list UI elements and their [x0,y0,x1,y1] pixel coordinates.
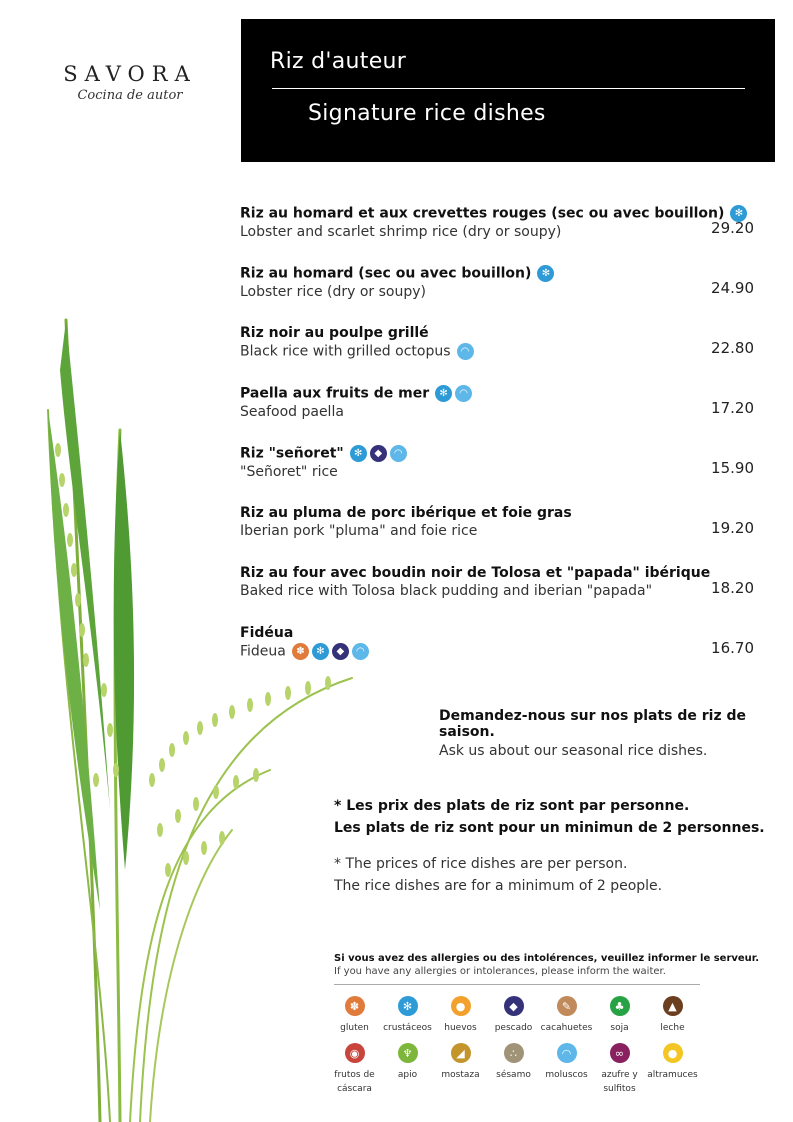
crab-icon: ✻ [435,385,452,402]
crab-icon: ✻ [350,445,367,462]
brand-tagline: Cocina de autor [77,88,183,103]
allergen-label: leche [660,1023,685,1033]
allergen-legend-item [540,996,593,1035]
sesame-icon: ∴ [504,1043,524,1063]
price-note-fr [334,795,765,839]
dish-name-fr-text: Riz noir au poulpe grillé [240,325,429,341]
allergen-legend-item [381,1043,434,1096]
rice-plant-illustration [0,310,360,1122]
allergen-label: mostaza [441,1070,480,1080]
allergen-legend [328,996,708,1096]
allergen-legend-item [646,996,699,1035]
dish-name-en: Iberian pork "pluma" and foie rice [240,523,478,539]
dish-price: 15.90 [711,459,754,477]
peanut-icon: ✎ [557,996,577,1016]
dish-name-fr [240,205,755,222]
dish-item [240,205,755,265]
dish-price: 29.20 [711,219,754,237]
allergen-label: frutos de cáscara [334,1070,375,1094]
fish-icon: ◆ [504,996,524,1016]
dish-name-fr-text: Riz au homard et aux crevettes rouges (sec ou avec bouillon) [240,205,725,222]
allergen-icons [537,265,554,282]
section-header [241,19,775,162]
brand-logo [55,62,205,103]
dish-price: 18.20 [711,579,754,597]
allergen-legend-item [487,1043,540,1096]
price-note-fr-line1: * Les prix des plats de riz sont par personne. [334,798,690,814]
allergen-legend-item [646,1043,699,1096]
price-note-en [334,853,662,897]
allergy-divider [334,984,700,985]
dish-name-fr [240,265,755,282]
allergen-icons [457,343,474,360]
fish-icon: ◆ [332,643,349,660]
allergy-subtitle: If you have any allergies or intolerances, please inform the waiter. [334,966,666,977]
price-note-en-line1: * The prices of rice dishes are per person. [334,856,628,872]
allergen-legend-item [593,1043,646,1096]
allergen-label: altramuces [647,1070,698,1080]
allergen-label: sésamo [496,1070,531,1080]
header-divider [272,88,745,89]
dish-name-en: "Señoret" rice [240,464,338,480]
dish-name-en: Seafood paella [240,404,344,420]
allergen-label: soja [610,1023,629,1033]
crab-icon: ✻ [730,205,747,222]
milk-icon: ▲ [663,996,683,1016]
allergy-title: Si vous avez des allergies ou des intolérences, veuillez informer le serveur. [334,953,760,964]
dish-price: 24.90 [711,279,754,297]
allergen-legend-item [593,996,646,1035]
allergen-icons [435,385,472,402]
allergen-label: azufre y sulfitos [601,1070,638,1094]
dish-name-fr: Fidéua [240,625,294,641]
price-note-fr-line2: Les plats de riz sont pour un minimun de 2 personnes. [334,820,765,836]
dish-name-fr-text: Paella aux fruits de mer [240,385,430,402]
nut-icon: ◉ [345,1043,365,1063]
crab-icon: ✻ [312,643,329,660]
allergen-label: cacahuetes [540,1023,593,1033]
section-title-fr: Riz d'auteur [270,49,407,74]
sulphite-icon: ∞ [610,1043,630,1063]
allergen-legend-item [381,996,434,1035]
price-note-en-line2: The rice dishes are for a minimum of 2 people. [334,878,663,894]
shell-icon: ◠ [352,643,369,660]
allergen-legend-item [540,1043,593,1096]
dish-name-fr: Riz au four avec boudin noir de Tolosa et "papada" ibérique [240,565,711,581]
dish-name-en: Lobster and scarlet shrimp rice (dry or soupy) [240,224,562,240]
crab-icon: ✻ [537,265,554,282]
allergen-label: apio [397,1070,418,1080]
lupin-icon: ● [663,1043,683,1063]
allergen-label: huevos [444,1023,477,1033]
allergen-legend-item [434,996,487,1035]
dish-name-en: Lobster rice (dry or soupy) [240,284,426,300]
shell-icon: ◠ [390,445,407,462]
dish-price: 22.80 [711,339,754,357]
wheat-icon: ✽ [345,996,365,1016]
egg-icon: ● [451,996,471,1016]
dish-name-en-text: Black rice with grilled octopus [240,343,451,360]
section-title-en: Signature rice dishes [308,101,546,126]
allergen-label: gluten [340,1023,369,1033]
dish-price: 16.70 [711,639,754,657]
brand-name: SAVORA [63,62,197,86]
allergen-legend-item [487,996,540,1035]
dish-name-en: Baked rice with Tolosa black pudding and iberian "papada" [240,583,653,599]
dish-name-fr-text: Riz "señoret" [240,445,344,462]
dish-price: 19.20 [711,519,754,537]
allergen-label: crustáceos [383,1023,432,1033]
celery-icon: ♆ [398,1043,418,1063]
seasonal-note-en: Ask us about our seasonal rice dishes. [439,743,708,759]
wheat-icon: ✽ [292,643,309,660]
dish-price: 17.20 [711,399,754,417]
shell-icon: ◠ [455,385,472,402]
allergen-label: moluscos [545,1070,588,1080]
seasonal-note [439,708,793,759]
dish-name-fr-text: Riz au homard (sec ou avec bouillon) [240,265,532,282]
allergen-label: pescado [494,1023,533,1033]
shell-icon: ◠ [457,343,474,360]
shell-icon: ◠ [557,1043,577,1063]
dish-name-fr: Riz au pluma de porc ibérique et foie gras [240,505,572,521]
allergen-legend-item [434,1043,487,1096]
dish-name-en-text: Fideua [240,643,286,660]
crab-icon: ✻ [398,996,418,1016]
mustard-icon: ◢ [451,1043,471,1063]
soy-icon: ♣ [610,996,630,1016]
fish-icon: ◆ [370,445,387,462]
seasonal-note-fr: Demandez-nous sur nos plats de riz de saison. [439,708,747,740]
